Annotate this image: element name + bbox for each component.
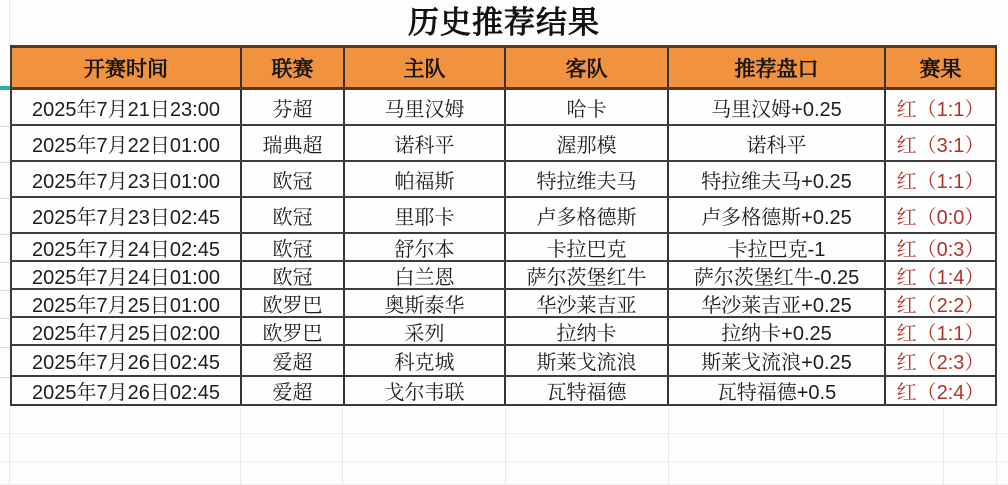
gridline: [668, 408, 669, 485]
cell-home[interactable]: 马里汉姆: [345, 90, 506, 124]
cell-home[interactable]: 舒尔本: [345, 234, 506, 260]
cell-time[interactable]: 2025年7月26日02:45: [12, 346, 242, 375]
results-table: [10, 45, 997, 406]
cell-handicap[interactable]: 卡拉巴克-1: [669, 234, 886, 260]
cell-league[interactable]: 欧罗巴: [242, 318, 345, 344]
cell-result[interactable]: 红（1:1）: [896, 170, 985, 193]
cell-away[interactable]: 萨尔茨堡红牛: [506, 262, 669, 288]
cell-time[interactable]: 2025年7月24日02:45: [12, 234, 242, 260]
gridline: [0, 198, 10, 199]
cell-home[interactable]: 白兰恩: [345, 262, 506, 288]
cell-league[interactable]: 瑞典超: [242, 126, 345, 160]
cell-time[interactable]: 2025年7月21日23:00: [12, 90, 242, 124]
cell-away[interactable]: 哈卡: [506, 90, 669, 124]
cell-result[interactable]: 红（1:1）: [896, 322, 985, 344]
cell-home[interactable]: 诺科平: [345, 126, 506, 160]
cell-league[interactable]: 爱超: [242, 346, 345, 375]
cell-handicap[interactable]: 华沙莱吉亚+0.25: [669, 290, 886, 316]
cell-league[interactable]: 欧冠: [242, 262, 345, 288]
cell-handicap[interactable]: 卢多格德斯+0.25: [669, 198, 886, 232]
page-title: 历史推荐结果: [408, 5, 600, 40]
header-cell-league[interactable]: 联赛: [242, 48, 345, 87]
gridline: [0, 234, 10, 235]
cell-time[interactable]: 2025年7月22日01:00: [12, 126, 242, 160]
gridline: [0, 347, 10, 348]
table-row: [12, 162, 995, 198]
cell-home[interactable]: 戈尔韦联: [345, 377, 506, 404]
gridline: [0, 461, 1008, 462]
cell-away[interactable]: 卢多格德斯: [506, 198, 669, 232]
cell-time[interactable]: 2025年7月25日01:00: [12, 290, 242, 316]
gridline: [943, 408, 944, 485]
cell-time[interactable]: 2025年7月24日01:00: [12, 262, 242, 288]
cell-handicap[interactable]: 拉纳卡+0.25: [669, 318, 886, 344]
gridline: [240, 408, 241, 485]
cell-away[interactable]: 拉纳卡: [506, 318, 669, 344]
header-cell-away[interactable]: 客队: [506, 48, 669, 87]
table-row: [12, 377, 995, 406]
header-cell-handicap[interactable]: 推荐盘口: [669, 48, 886, 87]
cell-home[interactable]: 采列: [345, 318, 506, 344]
cell-league[interactable]: 欧罗巴: [242, 290, 345, 316]
gridline: [0, 377, 10, 378]
cell-away[interactable]: 特拉维夫马: [506, 162, 669, 196]
cell-away[interactable]: 瓦特福德: [506, 377, 669, 404]
cell-result[interactable]: 红（3:1）: [896, 134, 985, 157]
cell-away[interactable]: 华沙莱吉亚: [506, 290, 669, 316]
gridline: [0, 433, 1008, 434]
cell-time[interactable]: 2025年7月23日01:00: [12, 162, 242, 196]
cell-time[interactable]: 2025年7月25日02:00: [12, 318, 242, 344]
cell-league[interactable]: 芬超: [242, 90, 345, 124]
cell-home[interactable]: 科克城: [345, 346, 506, 375]
cell-handicap[interactable]: 诺科平: [669, 126, 886, 160]
gridline: [996, 408, 997, 485]
cell-handicap[interactable]: 萨尔茨堡红牛-0.25: [669, 262, 886, 288]
cell-league[interactable]: 欧冠: [242, 234, 345, 260]
cell-away[interactable]: 斯莱戈流浪: [506, 346, 669, 375]
cell-handicap[interactable]: 瓦特福德+0.5: [669, 377, 886, 404]
gridline: [0, 262, 10, 263]
cell-home[interactable]: 里耶卡: [345, 198, 506, 232]
cell-result[interactable]: 红（0:3）: [896, 238, 985, 260]
cell-time[interactable]: 2025年7月23日02:45: [12, 198, 242, 232]
header-cell-time[interactable]: 开赛时间: [12, 48, 242, 87]
gridline: [0, 290, 10, 291]
table-row: [12, 234, 995, 262]
cell-handicap[interactable]: 特拉维夫马+0.25: [669, 162, 886, 196]
gridline: [9, 408, 10, 485]
gridline: [505, 408, 506, 485]
cell-home[interactable]: 奥斯泰华: [345, 290, 506, 316]
table-row: [12, 318, 995, 346]
cell-result[interactable]: 红（1:4）: [896, 266, 985, 288]
table-row: [12, 262, 995, 290]
cell-league[interactable]: 爱超: [242, 377, 345, 404]
cell-result[interactable]: 红（2:4）: [896, 382, 985, 404]
cell-league[interactable]: 欧冠: [242, 198, 345, 232]
gridline: [0, 318, 10, 319]
cell-away[interactable]: 卡拉巴克: [506, 234, 669, 260]
cell-result[interactable]: 红（1:1）: [896, 98, 985, 121]
header-cell-home[interactable]: 主队: [345, 48, 506, 87]
cell-league[interactable]: 欧冠: [242, 162, 345, 196]
table-body: [12, 90, 995, 406]
cell-handicap[interactable]: 斯莱戈流浪+0.25: [669, 346, 886, 375]
table-row: [12, 198, 995, 234]
gridline: [342, 408, 343, 485]
cell-result[interactable]: 红（0:0）: [896, 206, 985, 229]
table-row: [12, 290, 995, 318]
cell-time[interactable]: 2025年7月26日02:45: [12, 377, 242, 404]
gridline: [0, 126, 10, 127]
cell-home[interactable]: 帕福斯: [345, 162, 506, 196]
frozen-pane-indicator: [0, 86, 10, 90]
table-row: [12, 346, 995, 377]
table-header-row: [12, 45, 995, 90]
cell-handicap[interactable]: 马里汉姆+0.25: [669, 90, 886, 124]
cell-away[interactable]: 渥那模: [506, 126, 669, 160]
table-row: [12, 90, 995, 126]
cell-result[interactable]: 红（2:2）: [896, 294, 985, 316]
cell-result[interactable]: 红（2:3）: [896, 352, 985, 374]
table-row: [12, 126, 995, 162]
header-cell-result[interactable]: 赛果: [919, 57, 962, 81]
gridline: [0, 162, 10, 163]
